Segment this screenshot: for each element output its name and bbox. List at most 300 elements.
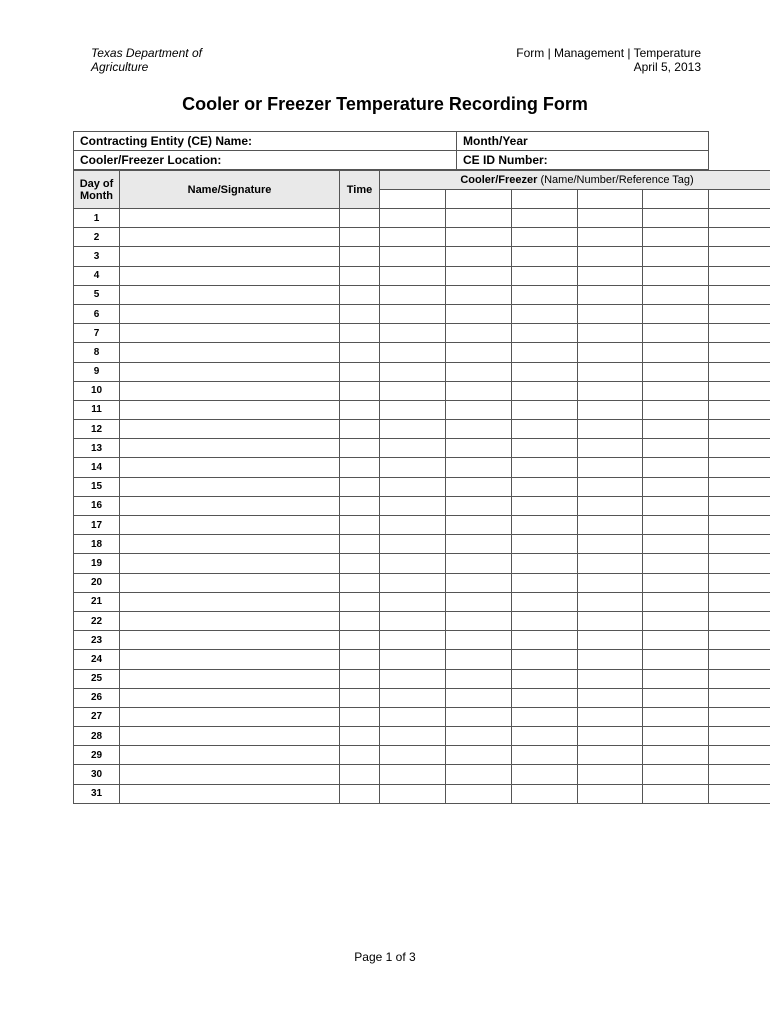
temp-cell-4[interactable] bbox=[578, 439, 643, 458]
time-cell[interactable] bbox=[340, 554, 380, 573]
temp-cell-6[interactable] bbox=[709, 496, 770, 515]
temp-cell-6[interactable] bbox=[709, 650, 770, 669]
day-number: 21 bbox=[74, 592, 120, 611]
temp-cell-3[interactable] bbox=[512, 727, 578, 746]
temp-cell-2[interactable] bbox=[446, 285, 512, 304]
temp-cell-3[interactable] bbox=[512, 746, 578, 765]
table-row bbox=[74, 573, 770, 592]
location-label: Cooler/Freezer Location: bbox=[80, 153, 222, 167]
temp-cell-1[interactable] bbox=[380, 765, 446, 784]
temp-cell-3[interactable] bbox=[512, 765, 578, 784]
temp-cell-3[interactable] bbox=[512, 439, 578, 458]
temp-cell-3[interactable] bbox=[512, 228, 578, 247]
signature-cell[interactable] bbox=[120, 420, 340, 439]
temp-cell-4[interactable] bbox=[578, 707, 643, 726]
temp-cell-2[interactable] bbox=[446, 381, 512, 400]
signature-cell[interactable] bbox=[120, 381, 340, 400]
temp-cell-1[interactable] bbox=[380, 228, 446, 247]
temp-cell-6[interactable] bbox=[709, 285, 770, 304]
temp-cell-2[interactable] bbox=[446, 228, 512, 247]
temp-cell-6[interactable] bbox=[709, 631, 770, 650]
temp-cell-5[interactable] bbox=[643, 266, 709, 285]
temp-cell-4[interactable] bbox=[578, 285, 643, 304]
temp-cell-2[interactable] bbox=[446, 458, 512, 477]
temp-cell-2[interactable] bbox=[446, 707, 512, 726]
location-field[interactable] bbox=[74, 151, 457, 170]
temp-cell-2[interactable] bbox=[446, 611, 512, 630]
temp-cell-4[interactable] bbox=[578, 688, 643, 707]
unit-name-cell-2[interactable] bbox=[446, 190, 512, 209]
temp-cell-3[interactable] bbox=[512, 420, 578, 439]
temp-cell-6[interactable] bbox=[709, 477, 770, 496]
temp-cell-1[interactable] bbox=[380, 592, 446, 611]
temp-cell-2[interactable] bbox=[446, 573, 512, 592]
page-number: Page 1 of 3 bbox=[354, 950, 416, 964]
month-year-label: Month/Year bbox=[463, 134, 528, 148]
temp-cell-4[interactable] bbox=[578, 400, 643, 419]
temp-cell-5[interactable] bbox=[643, 324, 709, 343]
temp-cell-4[interactable] bbox=[578, 592, 643, 611]
temp-cell-6[interactable] bbox=[709, 209, 770, 228]
temp-cell-2[interactable] bbox=[446, 439, 512, 458]
signature-cell[interactable] bbox=[120, 516, 340, 535]
temp-cell-2[interactable] bbox=[446, 727, 512, 746]
day-number: 7 bbox=[74, 324, 120, 343]
temp-cell-5[interactable] bbox=[643, 496, 709, 515]
temp-cell-6[interactable] bbox=[709, 611, 770, 630]
temp-cell-2[interactable] bbox=[446, 669, 512, 688]
temp-cell-2[interactable] bbox=[446, 650, 512, 669]
temp-cell-5[interactable] bbox=[643, 362, 709, 381]
temp-cell-4[interactable] bbox=[578, 209, 643, 228]
temp-cell-6[interactable] bbox=[709, 669, 770, 688]
signature-cell[interactable] bbox=[120, 477, 340, 496]
signature-cell[interactable] bbox=[120, 631, 340, 650]
temp-cell-6[interactable] bbox=[709, 458, 770, 477]
temp-cell-1[interactable] bbox=[380, 688, 446, 707]
temp-cell-2[interactable] bbox=[446, 304, 512, 323]
temp-cell-6[interactable] bbox=[709, 439, 770, 458]
temp-cell-4[interactable] bbox=[578, 458, 643, 477]
unit-name-cell-6[interactable] bbox=[709, 190, 770, 209]
document-category: Form | Management | Temperature bbox=[516, 46, 701, 60]
time-cell[interactable] bbox=[340, 611, 380, 630]
temp-cell-1[interactable] bbox=[380, 285, 446, 304]
temp-cell-4[interactable] bbox=[578, 516, 643, 535]
temp-cell-5[interactable] bbox=[643, 381, 709, 400]
temp-cell-4[interactable] bbox=[578, 228, 643, 247]
temp-cell-1[interactable] bbox=[380, 554, 446, 573]
day-number: 27 bbox=[74, 707, 120, 726]
signature-cell[interactable] bbox=[120, 765, 340, 784]
time-cell[interactable] bbox=[340, 746, 380, 765]
temp-cell-6[interactable] bbox=[709, 304, 770, 323]
temp-cell-6[interactable] bbox=[709, 266, 770, 285]
table-row bbox=[74, 362, 770, 381]
temp-cell-5[interactable] bbox=[643, 458, 709, 477]
temp-cell-6[interactable] bbox=[709, 707, 770, 726]
table-row bbox=[74, 631, 770, 650]
unit-name-cell-4[interactable] bbox=[578, 190, 643, 209]
temp-cell-6[interactable] bbox=[709, 228, 770, 247]
temp-cell-5[interactable] bbox=[643, 669, 709, 688]
temp-cell-3[interactable] bbox=[512, 285, 578, 304]
temp-cell-5[interactable] bbox=[643, 400, 709, 419]
temp-cell-1[interactable] bbox=[380, 650, 446, 669]
temp-cell-2[interactable] bbox=[446, 631, 512, 650]
time-cell[interactable] bbox=[340, 228, 380, 247]
temp-cell-1[interactable] bbox=[380, 611, 446, 630]
temp-cell-6[interactable] bbox=[709, 535, 770, 554]
temp-cell-4[interactable] bbox=[578, 554, 643, 573]
temp-cell-3[interactable] bbox=[512, 707, 578, 726]
signature-cell[interactable] bbox=[120, 746, 340, 765]
temp-cell-2[interactable] bbox=[446, 765, 512, 784]
time-cell[interactable] bbox=[340, 285, 380, 304]
temp-cell-3[interactable] bbox=[512, 324, 578, 343]
temp-cell-3[interactable] bbox=[512, 343, 578, 362]
time-cell[interactable] bbox=[340, 362, 380, 381]
page-title: Cooler or Freezer Temperature Recording Form bbox=[182, 94, 588, 114]
temp-cell-2[interactable] bbox=[446, 688, 512, 707]
name-signature-header: Name/Signature bbox=[120, 171, 340, 209]
temp-cell-5[interactable] bbox=[643, 554, 709, 573]
temp-cell-5[interactable] bbox=[643, 343, 709, 362]
temp-cell-4[interactable] bbox=[578, 669, 643, 688]
table-row bbox=[74, 707, 770, 726]
temp-cell-2[interactable] bbox=[446, 496, 512, 515]
signature-cell[interactable] bbox=[120, 688, 340, 707]
temp-cell-1[interactable] bbox=[380, 784, 446, 803]
temp-cell-6[interactable] bbox=[709, 247, 770, 266]
time-cell[interactable] bbox=[340, 727, 380, 746]
signature-cell[interactable] bbox=[120, 228, 340, 247]
temp-cell-4[interactable] bbox=[578, 631, 643, 650]
temp-cell-2[interactable] bbox=[446, 209, 512, 228]
temp-cell-6[interactable] bbox=[709, 400, 770, 419]
temp-cell-1[interactable] bbox=[380, 420, 446, 439]
temp-cell-3[interactable] bbox=[512, 650, 578, 669]
time-cell[interactable] bbox=[340, 477, 380, 496]
signature-cell[interactable] bbox=[120, 535, 340, 554]
signature-cell[interactable] bbox=[120, 650, 340, 669]
temp-cell-4[interactable] bbox=[578, 611, 643, 630]
time-cell[interactable] bbox=[340, 247, 380, 266]
temp-cell-5[interactable] bbox=[643, 516, 709, 535]
temp-cell-1[interactable] bbox=[380, 707, 446, 726]
time-cell[interactable] bbox=[340, 400, 380, 419]
temp-cell-3[interactable] bbox=[512, 247, 578, 266]
temp-cell-4[interactable] bbox=[578, 247, 643, 266]
day-number: 19 bbox=[74, 554, 120, 573]
temp-cell-3[interactable] bbox=[512, 573, 578, 592]
signature-cell[interactable] bbox=[120, 573, 340, 592]
signature-cell[interactable] bbox=[120, 784, 340, 803]
table-row bbox=[74, 324, 770, 343]
temp-cell-3[interactable] bbox=[512, 554, 578, 573]
temp-cell-2[interactable] bbox=[446, 247, 512, 266]
temp-cell-1[interactable] bbox=[380, 381, 446, 400]
signature-cell[interactable] bbox=[120, 554, 340, 573]
temp-cell-1[interactable] bbox=[380, 439, 446, 458]
time-cell[interactable] bbox=[340, 650, 380, 669]
temp-cell-4[interactable] bbox=[578, 343, 643, 362]
temp-cell-2[interactable] bbox=[446, 362, 512, 381]
day-number: 20 bbox=[74, 573, 120, 592]
temp-cell-5[interactable] bbox=[643, 420, 709, 439]
temp-cell-1[interactable] bbox=[380, 362, 446, 381]
temp-cell-1[interactable] bbox=[380, 631, 446, 650]
time-cell[interactable] bbox=[340, 343, 380, 362]
agency-line2: Agriculture bbox=[91, 60, 149, 74]
day-number: 16 bbox=[74, 496, 120, 515]
unit-name-cell-3[interactable] bbox=[512, 190, 578, 209]
day-number: 11 bbox=[74, 400, 120, 419]
temp-cell-2[interactable] bbox=[446, 784, 512, 803]
temp-cell-5[interactable] bbox=[643, 228, 709, 247]
temp-cell-3[interactable] bbox=[512, 592, 578, 611]
temp-cell-4[interactable] bbox=[578, 765, 643, 784]
time-cell[interactable] bbox=[340, 535, 380, 554]
signature-cell[interactable] bbox=[120, 304, 340, 323]
temp-cell-2[interactable] bbox=[446, 746, 512, 765]
temp-cell-3[interactable] bbox=[512, 400, 578, 419]
month-year-field[interactable] bbox=[457, 132, 709, 151]
signature-cell[interactable] bbox=[120, 343, 340, 362]
temp-cell-1[interactable] bbox=[380, 516, 446, 535]
temp-cell-3[interactable] bbox=[512, 631, 578, 650]
temp-cell-4[interactable] bbox=[578, 304, 643, 323]
temp-cell-6[interactable] bbox=[709, 324, 770, 343]
temp-cell-1[interactable] bbox=[380, 304, 446, 323]
time-cell[interactable] bbox=[340, 420, 380, 439]
temp-cell-1[interactable] bbox=[380, 669, 446, 688]
temp-cell-2[interactable] bbox=[446, 400, 512, 419]
signature-cell[interactable] bbox=[120, 209, 340, 228]
temp-cell-6[interactable] bbox=[709, 727, 770, 746]
ce-id-field[interactable] bbox=[457, 151, 709, 170]
temp-cell-2[interactable] bbox=[446, 266, 512, 285]
temp-cell-1[interactable] bbox=[380, 746, 446, 765]
time-cell[interactable] bbox=[340, 784, 380, 803]
signature-cell[interactable] bbox=[120, 496, 340, 515]
temp-cell-5[interactable] bbox=[643, 688, 709, 707]
table-row bbox=[74, 592, 770, 611]
temp-cell-5[interactable] bbox=[643, 535, 709, 554]
time-cell[interactable] bbox=[340, 324, 380, 343]
temp-cell-1[interactable] bbox=[380, 266, 446, 285]
signature-cell[interactable] bbox=[120, 362, 340, 381]
signature-cell[interactable] bbox=[120, 266, 340, 285]
signature-cell[interactable] bbox=[120, 458, 340, 477]
temp-cell-3[interactable] bbox=[512, 669, 578, 688]
day-number: 14 bbox=[74, 458, 120, 477]
temp-cell-5[interactable] bbox=[643, 707, 709, 726]
time-cell[interactable] bbox=[340, 573, 380, 592]
time-cell[interactable] bbox=[340, 439, 380, 458]
time-cell[interactable] bbox=[340, 304, 380, 323]
temp-cell-4[interactable] bbox=[578, 535, 643, 554]
temp-cell-3[interactable] bbox=[512, 477, 578, 496]
signature-cell[interactable] bbox=[120, 611, 340, 630]
temp-cell-3[interactable] bbox=[512, 381, 578, 400]
temp-cell-4[interactable] bbox=[578, 650, 643, 669]
time-cell[interactable] bbox=[340, 209, 380, 228]
temp-cell-6[interactable] bbox=[709, 343, 770, 362]
day-number: 5 bbox=[74, 285, 120, 304]
temp-cell-6[interactable] bbox=[709, 516, 770, 535]
day-number: 8 bbox=[74, 343, 120, 362]
temp-cell-3[interactable] bbox=[512, 516, 578, 535]
temp-cell-5[interactable] bbox=[643, 592, 709, 611]
temp-cell-6[interactable] bbox=[709, 592, 770, 611]
time-cell[interactable] bbox=[340, 765, 380, 784]
temp-cell-5[interactable] bbox=[643, 247, 709, 266]
table-row bbox=[74, 247, 770, 266]
table-row bbox=[74, 266, 770, 285]
temp-cell-6[interactable] bbox=[709, 420, 770, 439]
temp-cell-1[interactable] bbox=[380, 496, 446, 515]
temp-cell-1[interactable] bbox=[380, 209, 446, 228]
temp-cell-2[interactable] bbox=[446, 592, 512, 611]
time-cell[interactable] bbox=[340, 516, 380, 535]
temp-cell-5[interactable] bbox=[643, 439, 709, 458]
table-row bbox=[74, 477, 770, 496]
temp-cell-6[interactable] bbox=[709, 765, 770, 784]
temp-cell-5[interactable] bbox=[643, 631, 709, 650]
time-cell[interactable] bbox=[340, 669, 380, 688]
temp-cell-5[interactable] bbox=[643, 285, 709, 304]
time-cell[interactable] bbox=[340, 631, 380, 650]
temp-cell-1[interactable] bbox=[380, 573, 446, 592]
temp-cell-2[interactable] bbox=[446, 324, 512, 343]
signature-cell[interactable] bbox=[120, 707, 340, 726]
temp-cell-3[interactable] bbox=[512, 611, 578, 630]
temp-cell-4[interactable] bbox=[578, 573, 643, 592]
day-number: 2 bbox=[74, 228, 120, 247]
time-cell[interactable] bbox=[340, 592, 380, 611]
temp-cell-2[interactable] bbox=[446, 535, 512, 554]
temp-cell-6[interactable] bbox=[709, 573, 770, 592]
temp-cell-3[interactable] bbox=[512, 266, 578, 285]
temp-cell-3[interactable] bbox=[512, 362, 578, 381]
temp-cell-5[interactable] bbox=[643, 765, 709, 784]
temp-cell-6[interactable] bbox=[709, 688, 770, 707]
temp-cell-1[interactable] bbox=[380, 477, 446, 496]
temp-cell-1[interactable] bbox=[380, 535, 446, 554]
temp-cell-2[interactable] bbox=[446, 554, 512, 573]
temp-cell-1[interactable] bbox=[380, 247, 446, 266]
temp-cell-4[interactable] bbox=[578, 381, 643, 400]
signature-cell[interactable] bbox=[120, 247, 340, 266]
temp-cell-3[interactable] bbox=[512, 304, 578, 323]
temp-cell-5[interactable] bbox=[643, 727, 709, 746]
temp-cell-2[interactable] bbox=[446, 420, 512, 439]
time-cell[interactable] bbox=[340, 496, 380, 515]
temp-cell-6[interactable] bbox=[709, 554, 770, 573]
temp-cell-5[interactable] bbox=[643, 784, 709, 803]
temp-cell-3[interactable] bbox=[512, 496, 578, 515]
agency-line1: Texas Department of bbox=[91, 46, 202, 60]
signature-cell[interactable] bbox=[120, 727, 340, 746]
temp-cell-6[interactable] bbox=[709, 784, 770, 803]
temp-cell-5[interactable] bbox=[643, 477, 709, 496]
day-number: 17 bbox=[74, 516, 120, 535]
temp-cell-3[interactable] bbox=[512, 784, 578, 803]
ce-name-field[interactable] bbox=[74, 132, 457, 151]
temp-cell-4[interactable] bbox=[578, 784, 643, 803]
temp-cell-4[interactable] bbox=[578, 727, 643, 746]
time-header: Time bbox=[340, 171, 380, 209]
temp-cell-3[interactable] bbox=[512, 688, 578, 707]
temp-cell-4[interactable] bbox=[578, 746, 643, 765]
temp-cell-2[interactable] bbox=[446, 343, 512, 362]
temp-cell-6[interactable] bbox=[709, 746, 770, 765]
time-cell[interactable] bbox=[340, 381, 380, 400]
temp-cell-1[interactable] bbox=[380, 727, 446, 746]
signature-cell[interactable] bbox=[120, 324, 340, 343]
temp-cell-5[interactable] bbox=[643, 573, 709, 592]
temp-cell-2[interactable] bbox=[446, 477, 512, 496]
day-number: 6 bbox=[74, 304, 120, 323]
temp-cell-4[interactable] bbox=[578, 266, 643, 285]
temp-cell-4[interactable] bbox=[578, 362, 643, 381]
temp-cell-5[interactable] bbox=[643, 611, 709, 630]
temp-cell-6[interactable] bbox=[709, 381, 770, 400]
temp-cell-4[interactable] bbox=[578, 420, 643, 439]
signature-cell[interactable] bbox=[120, 285, 340, 304]
unit-name-cell-5[interactable] bbox=[643, 190, 709, 209]
day-number: 23 bbox=[74, 631, 120, 650]
temp-cell-4[interactable] bbox=[578, 477, 643, 496]
signature-cell[interactable] bbox=[120, 592, 340, 611]
signature-cell[interactable] bbox=[120, 669, 340, 688]
cooler-freezer-header-bold: Cooler/Freezer bbox=[460, 174, 538, 186]
time-cell[interactable] bbox=[340, 688, 380, 707]
time-cell[interactable] bbox=[340, 707, 380, 726]
table-row bbox=[74, 420, 770, 439]
day-header-line2: Month bbox=[80, 189, 113, 202]
temp-cell-1[interactable] bbox=[380, 324, 446, 343]
temp-cell-3[interactable] bbox=[512, 209, 578, 228]
table-row bbox=[74, 784, 770, 803]
temp-cell-1[interactable] bbox=[380, 343, 446, 362]
day-number: 4 bbox=[74, 266, 120, 285]
table-row bbox=[74, 650, 770, 669]
temp-cell-5[interactable] bbox=[643, 746, 709, 765]
temp-cell-6[interactable] bbox=[709, 362, 770, 381]
temp-cell-2[interactable] bbox=[446, 516, 512, 535]
temp-cell-1[interactable] bbox=[380, 458, 446, 477]
temp-cell-3[interactable] bbox=[512, 535, 578, 554]
day-number: 15 bbox=[74, 477, 120, 496]
signature-cell[interactable] bbox=[120, 439, 340, 458]
temp-cell-4[interactable] bbox=[578, 324, 643, 343]
temp-cell-5[interactable] bbox=[643, 650, 709, 669]
day-number: 10 bbox=[74, 381, 120, 400]
time-cell[interactable] bbox=[340, 458, 380, 477]
time-cell[interactable] bbox=[340, 266, 380, 285]
temp-cell-3[interactable] bbox=[512, 458, 578, 477]
temp-cell-5[interactable] bbox=[643, 304, 709, 323]
temp-cell-5[interactable] bbox=[643, 209, 709, 228]
table-row bbox=[74, 304, 770, 323]
signature-cell[interactable] bbox=[120, 400, 340, 419]
temp-cell-4[interactable] bbox=[578, 496, 643, 515]
unit-name-cell-1[interactable] bbox=[380, 190, 446, 209]
temp-cell-1[interactable] bbox=[380, 400, 446, 419]
table-row bbox=[74, 228, 770, 247]
